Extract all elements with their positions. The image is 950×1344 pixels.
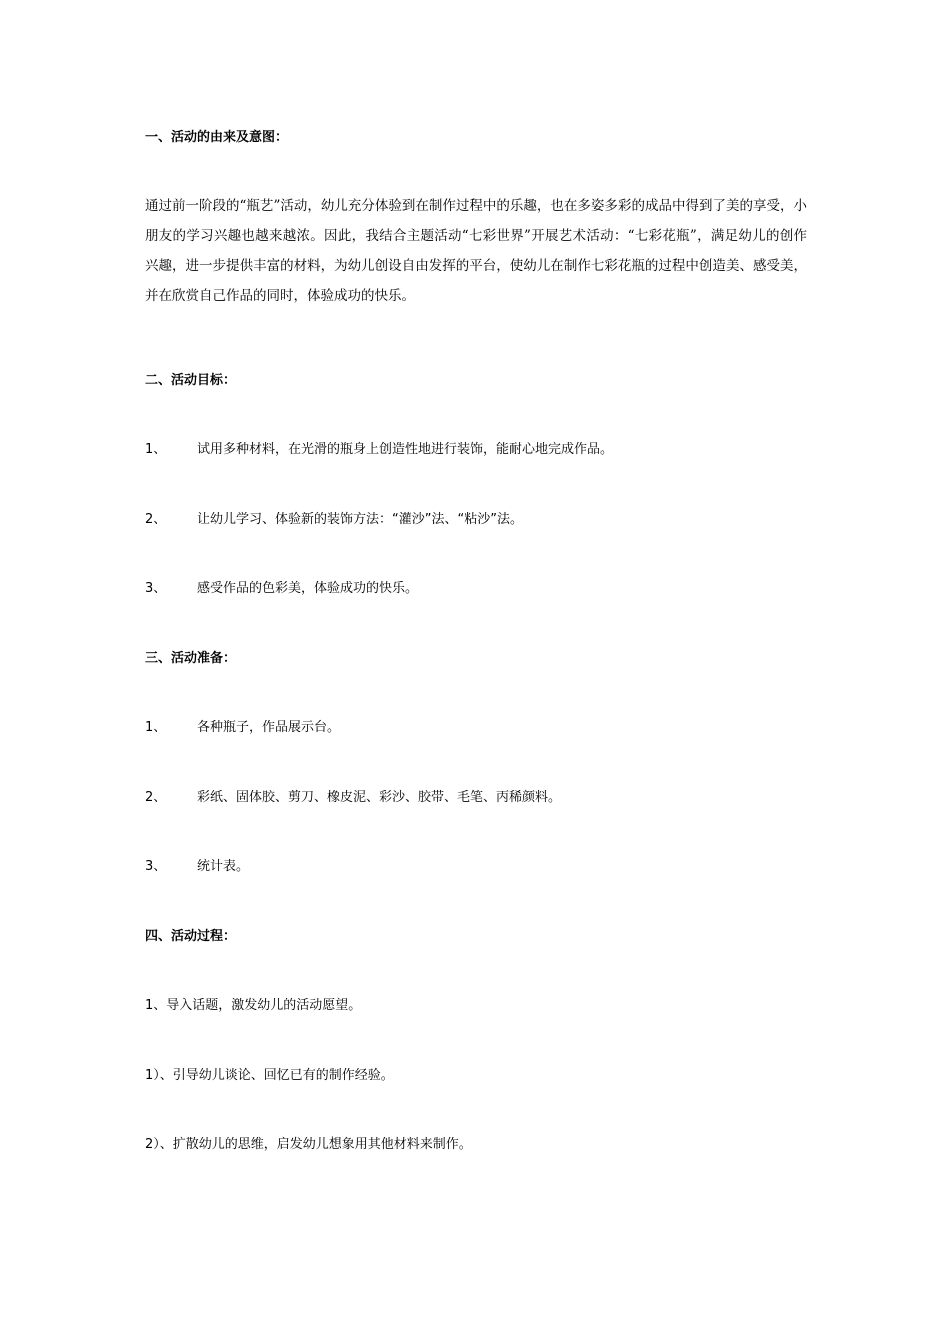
goal-item bbox=[145, 441, 613, 459]
process-line: 2）、扩散幼儿的思维，启发幼儿想象用其他材料来制作。 bbox=[145, 1137, 472, 1152]
goal-item bbox=[145, 580, 418, 598]
goal-item-number: 2、 bbox=[145, 512, 167, 527]
goal-item bbox=[145, 511, 523, 529]
section-heading-origin: 一、活动的由来及意图： bbox=[145, 130, 289, 145]
goal-item-text: 让幼儿学习、体验新的装饰方法：“灌沙”法、“粘沙”法。 bbox=[197, 512, 523, 527]
preparation-item bbox=[145, 789, 561, 807]
goal-item-text: 试用多种材料，在光滑的瓶身上创造性地进行装饰，能耐心地完成作品。 bbox=[197, 442, 614, 457]
process-line: 1）、引导幼儿谈论、回忆已有的制作经验。 bbox=[145, 1068, 394, 1083]
preparation-item-number: 3、 bbox=[145, 859, 167, 874]
preparation-item bbox=[145, 858, 249, 876]
origin-paragraph: 通过前一阶段的“瓶艺”活动，幼儿充分体验到在制作过程中的乐趣，也在多姿多彩的成品中得到了美的享受，小朋友的学习兴趣也越来越浓。因此，我结合主题活动“七彩世界”开展艺术活动：“七彩花瓶”，满足幼儿的创作兴趣，进一步提供丰富的材料，为幼儿创设自由发挥的平台，使幼儿在制作七彩花瓶的过程中创造美、感受美，并在欣赏自己作品的同时，体验成功的快乐。 bbox=[145, 198, 807, 304]
preparation-item-text: 彩纸、固体胶、剪刀、橡皮泥、彩沙、胶带、毛笔、丙稀颜料。 bbox=[197, 790, 562, 805]
process-line: 1、导入话题，激发幼儿的活动愿望。 bbox=[145, 998, 362, 1013]
preparation-item-number: 1、 bbox=[145, 720, 167, 735]
section-heading-preparation: 三、活动准备： bbox=[145, 651, 237, 666]
preparation-item-text: 统计表。 bbox=[197, 859, 250, 874]
preparation-item bbox=[145, 719, 340, 737]
preparation-item-text: 各种瓶子，作品展示台。 bbox=[197, 720, 341, 735]
goal-item-number: 3、 bbox=[145, 581, 167, 596]
section-heading-goals: 二、活动目标： bbox=[145, 373, 237, 388]
preparation-item-number: 2、 bbox=[145, 790, 167, 805]
section-heading-process: 四、活动过程： bbox=[145, 929, 237, 944]
goal-item-number: 1、 bbox=[145, 442, 167, 457]
goal-item-text: 感受作品的色彩美，体验成功的快乐。 bbox=[197, 581, 419, 596]
